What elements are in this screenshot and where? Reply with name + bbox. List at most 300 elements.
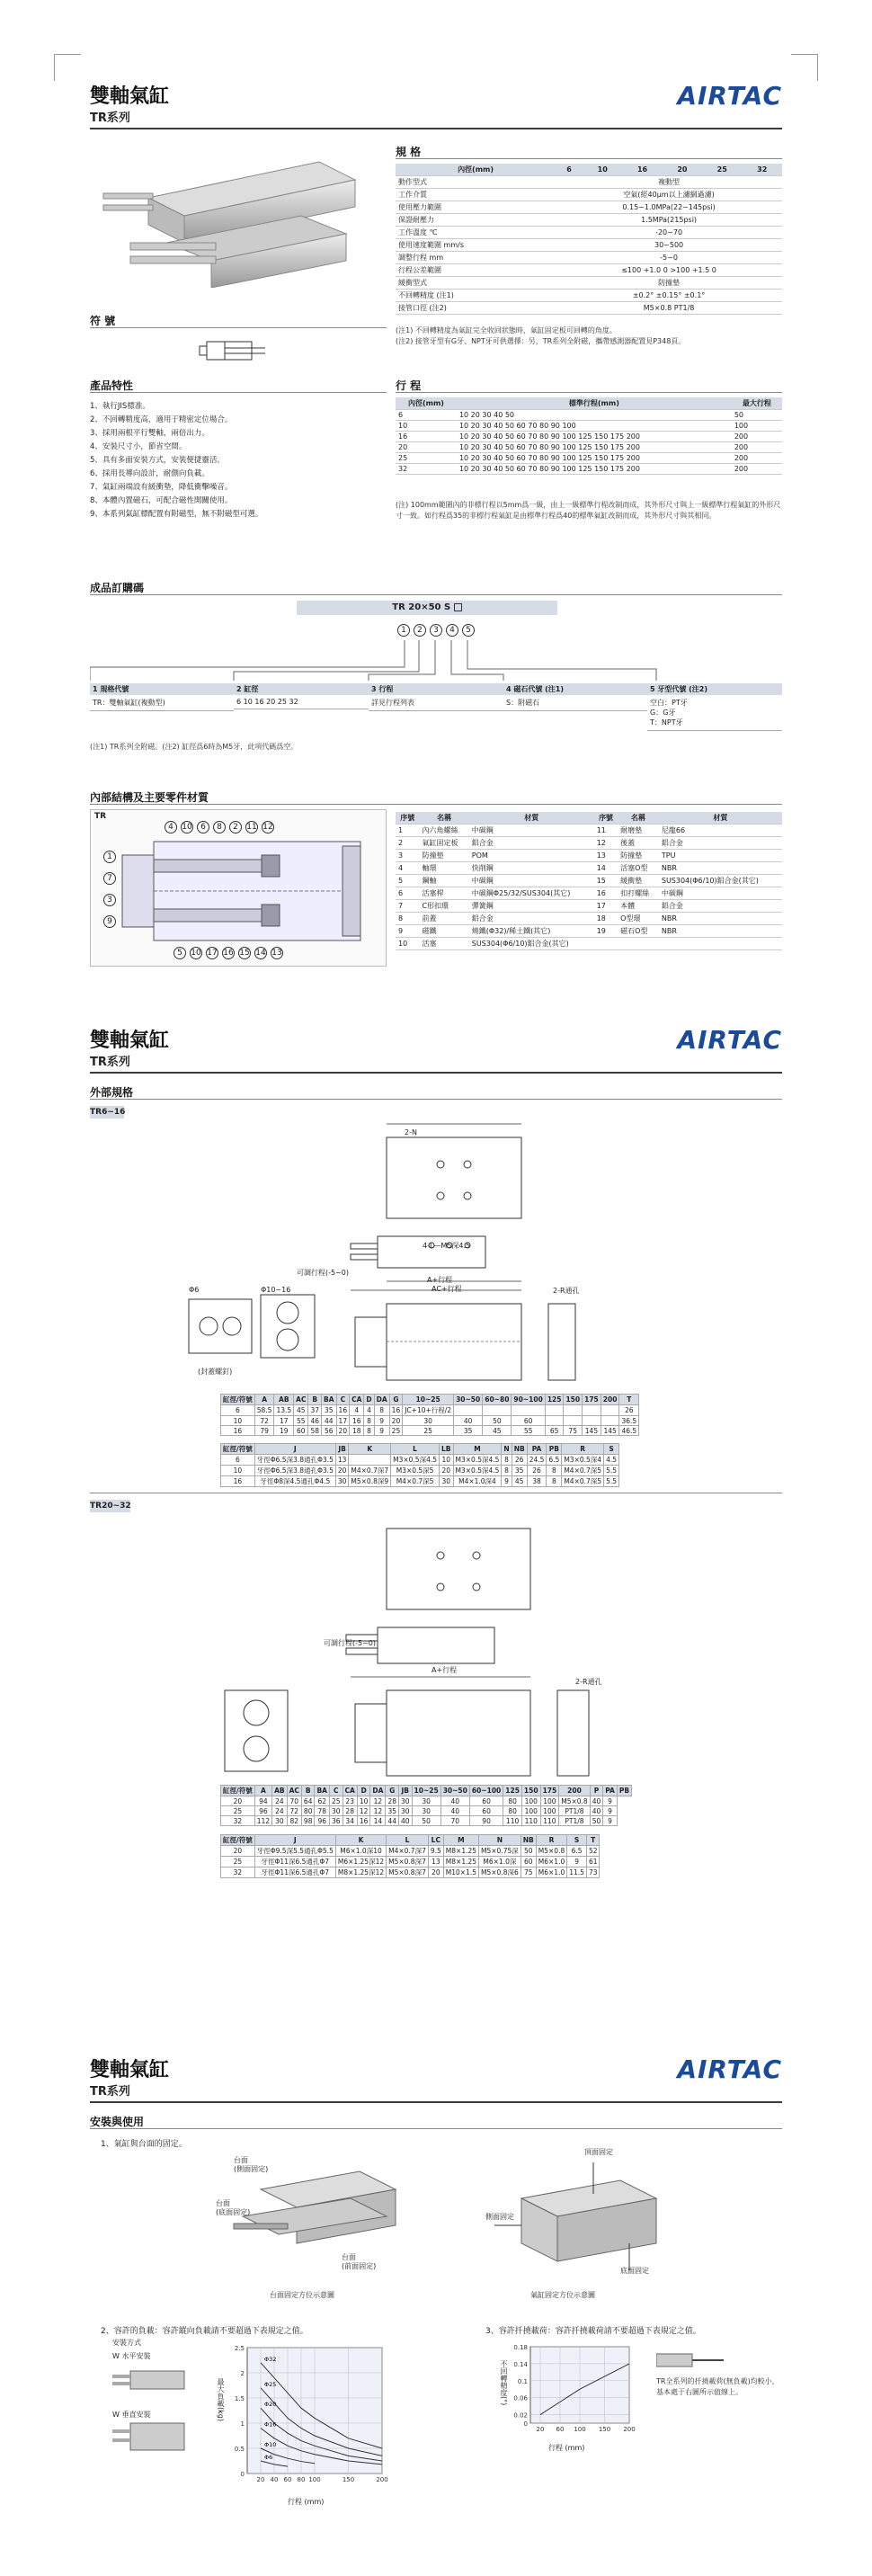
y-tick-label: 1.5 — [234, 2395, 245, 2402]
dim-header-cell: 175 — [583, 1395, 601, 1405]
parts-header-cell: 名稱 — [618, 812, 659, 824]
parts-cell: 防撞墊 — [419, 850, 468, 862]
parts-cell: 磁石O型 — [618, 925, 659, 938]
parts-cell: 內六角螺絲 — [419, 824, 468, 837]
tr6-16-dim-table-b — [220, 1443, 619, 1487]
dim-cell: 37 — [308, 1405, 322, 1416]
dim-cell: 17 — [274, 1416, 294, 1426]
dim-cell: 24 — [272, 1806, 288, 1816]
parts-cell: SUS304(Φ6/10)鋁合金(其它) — [659, 875, 782, 887]
page-header — [90, 2055, 782, 2108]
y-tick-label: 0.14 — [513, 2360, 528, 2368]
dim-cell: 30 — [330, 1806, 343, 1816]
dim-cell: 4 — [350, 1405, 364, 1416]
tr20-32-label: TR20~32 — [90, 1502, 131, 1511]
dim-label-stroke-adj: 可調行程(-5~0) — [297, 1269, 350, 1277]
dim-header-cell: CA — [350, 1395, 364, 1405]
callout: 8 — [213, 821, 226, 833]
dim-header-cell: AC — [287, 1786, 301, 1796]
dim-cell — [545, 1405, 564, 1416]
dim-header-cell: 缸徑/符號 — [221, 1395, 255, 1405]
dim-cell: 64 — [301, 1796, 315, 1806]
stroke-cell: 32 — [396, 464, 457, 475]
spec-cell: 工作溫度 ℃ — [396, 227, 556, 239]
ext-spec-title: 外部規格 — [90, 1086, 134, 1099]
dim-header-cell: 200 — [559, 1786, 590, 1796]
fig2-label: 側面固定 — [485, 2213, 514, 2221]
parts-cell: 19 — [594, 925, 618, 938]
order-column-head: 4 磁石代號 (注1) — [503, 683, 647, 695]
feature-item: 3、採用兩根平行雙軸，兩倍出力。 — [90, 429, 209, 438]
x-tick-label: 60 — [283, 2476, 292, 2483]
dim-cell: 38 — [527, 1476, 547, 1487]
fig1-label: 台面 — [234, 2156, 248, 2164]
parts-cell: 9 — [396, 925, 419, 938]
parts-cell: C形扣環 — [419, 900, 468, 913]
fig2-caption: 氣缸固定方位示意圖 — [530, 2291, 595, 2299]
x-tick-label: 100 — [308, 2476, 321, 2483]
parts-cell: 後蓋 — [618, 837, 659, 850]
chart1-xlabel: 行程 (mm) — [288, 2498, 325, 2506]
dim-cell: 牙徑Φ11深6.5通孔Φ7 — [254, 1867, 335, 1878]
dim-cell: 20 — [336, 1426, 350, 1436]
callout: 12 — [262, 823, 273, 832]
table-row — [221, 1857, 600, 1867]
order-column-value: TR：雙軸氣缸(複動型) — [90, 695, 234, 711]
order-leader-lines — [90, 640, 782, 685]
dim-cell: 19 — [274, 1426, 294, 1436]
parts-cell: 17 — [594, 900, 618, 913]
install-horizontal: W 水平安裝 — [112, 2352, 151, 2360]
table-row — [221, 1426, 639, 1436]
order-column-head: 1 規格代號 — [90, 683, 234, 695]
divider — [396, 392, 782, 393]
spec-notes — [396, 325, 782, 347]
parts-cell: 18 — [594, 913, 618, 925]
table-row — [396, 189, 782, 201]
stroke-table — [396, 397, 782, 475]
dim-cell: 55 — [512, 1426, 545, 1436]
dim-cell: 70 — [287, 1796, 301, 1806]
dim-cell: M8×1.25 — [443, 1857, 478, 1867]
callout: 7 — [103, 872, 116, 885]
parts-cell — [659, 938, 782, 950]
y-tick-label: 0.5 — [234, 2446, 245, 2453]
dim-cell: 5.5 — [604, 1476, 619, 1487]
stroke-cell: 6 — [396, 410, 457, 421]
parts-cell — [618, 938, 659, 950]
x-tick-label: 200 — [376, 2476, 388, 2483]
install-vertical: W 垂直安裝 — [112, 2411, 151, 2419]
dim-header-cell: L — [391, 1444, 440, 1455]
dim-cell — [512, 1405, 545, 1416]
callout: 1 — [103, 851, 116, 863]
series-label: Φ10 — [264, 2441, 277, 2448]
dim-header-cell: G — [386, 1786, 399, 1796]
order-code-bar — [297, 601, 557, 615]
dim-cell: 8 — [364, 1416, 374, 1426]
order-column — [503, 683, 647, 711]
order-column — [90, 683, 234, 711]
x-tick-label: 40 — [270, 2476, 279, 2483]
section-drawing — [91, 810, 387, 967]
dim-cell: 牙徑Φ6.5深3.8通孔Φ3.5 — [254, 1455, 335, 1466]
dim-cell: M3×0.5深4 — [562, 1455, 604, 1466]
feature-item: 9、本系列氣缸標配置有附磁型，無不附磁型可選。 — [90, 510, 263, 519]
fig1-label: (前面固定) — [342, 2262, 377, 2270]
parts-cell: 磁鐵 — [419, 925, 468, 938]
dim-cell: 24 — [272, 1796, 288, 1806]
dim-header-cell: 缸徑/符號 — [221, 1444, 255, 1455]
parts-cell: 中碳鋼 — [469, 824, 594, 837]
dim-cell: M8×1.25深12 — [335, 1867, 386, 1878]
dim-cell: 20 — [428, 1867, 443, 1878]
spec-note: (注1) 不回轉精度為氣缸完全收回狀態時，氣缸固定板可回轉的角度。 — [396, 326, 617, 334]
y-tick-label: 0 — [240, 2471, 245, 2478]
dim-header-cell: T — [619, 1395, 639, 1405]
callout: 9 — [103, 915, 116, 928]
dim-cell: 44 — [386, 1816, 399, 1826]
stroke-header-cell: 內徑(mm) — [396, 397, 457, 410]
table-row — [396, 227, 782, 239]
dim-cell: M5×0.8 — [559, 1796, 590, 1806]
parts-cell: 尼龍66 — [659, 824, 782, 837]
y-tick-label: 2.5 — [234, 2345, 245, 2352]
dim-cell: 72 — [254, 1416, 274, 1426]
spec-table — [396, 164, 782, 315]
dim-cell — [545, 1416, 564, 1426]
dim-header-cell: PB — [547, 1444, 562, 1455]
dim-cell: 13 — [335, 1455, 349, 1466]
dim-cell: 26 — [512, 1455, 527, 1466]
parts-cell: 鋁合金 — [659, 837, 782, 850]
crop-mark — [54, 54, 81, 81]
table-row — [221, 1416, 639, 1426]
table-row — [221, 1867, 600, 1878]
series-label: Φ25 — [264, 2380, 277, 2388]
dim-header-cell: 150 — [564, 1395, 583, 1405]
parts-cell: 鋁合金 — [469, 913, 594, 925]
dim-cell: 70 — [440, 1816, 469, 1826]
table-row — [221, 1816, 632, 1826]
dim-header-cell: AB — [274, 1395, 294, 1405]
spec-header-cell: 25 — [702, 164, 742, 176]
spec-cell: 1.5MPa(215psi) — [556, 214, 782, 227]
header-rule — [90, 1072, 782, 1074]
dim-cell: 96 — [254, 1806, 271, 1816]
dim-header-cell: 175 — [540, 1786, 559, 1796]
table-row — [396, 938, 782, 950]
spec-title: 規 格 — [396, 146, 422, 158]
feature-item: 6、採用長導向設計，耐側向負載。 — [90, 469, 209, 478]
dim-header-cell: D — [364, 1395, 374, 1405]
spec-cell: 空氣(經40μm以上濾網過濾) — [556, 189, 782, 201]
dim-cell: JC+10+行程/2 — [403, 1405, 454, 1416]
spec-cell: 防撞墊 — [556, 277, 782, 290]
dim-header-cell: NB — [512, 1444, 527, 1455]
dim-cell: 6 — [221, 1455, 255, 1466]
dim-cell: 12 — [370, 1796, 386, 1806]
dim-cell: 6.5 — [547, 1455, 562, 1466]
dim-cell: 100 — [521, 1806, 540, 1816]
dim-header-cell: 150 — [521, 1786, 540, 1796]
parts-cell: 扣打螺絲 — [618, 887, 659, 900]
parts-cell: TPU — [659, 850, 782, 862]
dim-header-cell: 30~50 — [440, 1786, 469, 1796]
dim-cell — [454, 1405, 483, 1416]
table-row — [221, 1455, 619, 1466]
parts-cell: 13 — [594, 850, 618, 862]
fig1-caption: 台面固定方位示意圖 — [270, 2291, 334, 2299]
dim-header-cell: JB — [398, 1786, 412, 1796]
dim-cell: 30 — [398, 1806, 412, 1816]
order-column — [234, 683, 369, 709]
dim-cell: M4×0.7深5 — [391, 1476, 440, 1487]
dim-cell: 30 — [272, 1816, 288, 1826]
code-number: 5 — [462, 624, 475, 637]
dim-cell: 25 — [389, 1426, 403, 1436]
dim-header-cell: M — [443, 1835, 478, 1846]
divider — [90, 2128, 782, 2129]
deflection-chart — [503, 2342, 638, 2441]
order-title: 成品訂購碼 — [90, 582, 145, 594]
stroke-cell: 10 20 30 40 50 60 70 80 90 100 125 150 175 200 — [457, 464, 732, 475]
dim-header-cell: D — [357, 1786, 370, 1796]
dim-cell: 80 — [301, 1806, 315, 1816]
dim-cell: 46 — [308, 1416, 322, 1426]
table-row — [396, 302, 782, 315]
dim-header-cell: A — [254, 1395, 274, 1405]
dim-cell: M6×1.0深10 — [335, 1846, 386, 1857]
dim-cell: 11.5 — [567, 1867, 587, 1878]
dim-cell: M3×0.5深4.5 — [391, 1455, 440, 1466]
dim-cell: 20 — [335, 1466, 349, 1476]
stroke-header-cell: 標準行程(mm) — [457, 397, 732, 410]
dim-cell: 58.5 — [254, 1405, 274, 1416]
order-column-value: S：附磁石 — [503, 695, 647, 711]
dim-cell: 32 — [221, 1867, 255, 1878]
feature-item: 1、執行JIS標准。 — [90, 402, 150, 411]
pneumatic-symbol — [198, 337, 270, 364]
x-tick-label: 60 — [556, 2426, 565, 2433]
dim-header-cell: 60~80 — [483, 1395, 512, 1405]
table-row — [396, 837, 782, 850]
table-row — [396, 862, 782, 875]
dim-cell: M3×0.5深4.5 — [453, 1466, 502, 1476]
dim-cell: 35 — [454, 1426, 483, 1436]
code-number: 1 — [397, 624, 410, 637]
parts-header-cell: 材質 — [659, 812, 782, 824]
dim-cell: 20 — [221, 1796, 255, 1806]
callout: 16 — [223, 949, 234, 958]
dim-cell: 8 — [374, 1405, 389, 1416]
dim-cell: 65 — [545, 1426, 564, 1436]
dim-header-cell: PA — [527, 1444, 547, 1455]
dim-cell: 35 — [512, 1466, 527, 1476]
dim-cell: 75 — [564, 1426, 583, 1436]
parts-cell: 鋼軸 — [419, 875, 468, 887]
dim-cell: 45 — [294, 1405, 308, 1416]
series-label: TR系列 — [90, 111, 130, 125]
header-rule — [90, 128, 782, 129]
stroke-cell: 10 — [396, 421, 457, 432]
y-tick-label: 2 — [240, 2370, 245, 2377]
parts-title: 內部結構及主要零件材質 — [90, 791, 209, 804]
usage-item-1: 1、氣缸與台面的固定。 — [101, 2140, 187, 2149]
page-header — [90, 1025, 782, 1079]
parts-cell: POM — [469, 850, 594, 862]
dim-cell: 10 — [221, 1416, 255, 1426]
dim-cell — [564, 1416, 583, 1426]
dim-header-cell: A — [254, 1786, 271, 1796]
table-row — [396, 442, 782, 453]
dim-cell — [483, 1405, 512, 1416]
table-row — [396, 432, 782, 442]
parts-cell: 活塞 — [419, 938, 468, 950]
dim-cell: 110 — [503, 1816, 522, 1826]
dim-header-cell: 缸徑/符號 — [221, 1786, 255, 1796]
table-row — [396, 875, 782, 887]
dim-label-port: 4-L—M5深4.5 — [423, 1242, 471, 1250]
dim-cell — [583, 1416, 601, 1426]
dim-cell: 75 — [521, 1867, 536, 1878]
dim-cell: 35 — [386, 1806, 399, 1816]
dim-cell: 40 — [398, 1816, 412, 1826]
callout: 5 — [174, 947, 186, 959]
dim-cell: 16 — [221, 1426, 255, 1436]
usage-item-3: 3、容許扦撓載荷：容許扦撓載荷請不要超過下表規定之值。 — [485, 2327, 701, 2336]
feature-item: 2、不回轉精度高，適用于精密定位場合。 — [90, 415, 233, 424]
dim-label-ac-stroke: AC+行程 — [432, 1285, 462, 1293]
callout: 11 — [246, 823, 257, 832]
feature-item: 4、安裝尺寸小，節省空間。 — [90, 442, 187, 451]
stroke-cell: 10 20 30 40 50 60 70 80 90 100 125 150 175 200 — [457, 432, 732, 442]
order-code: TR 20×50 S — [392, 602, 451, 612]
y-tick-label: 0.18 — [513, 2344, 528, 2351]
callout: 17 — [207, 949, 218, 958]
page-2 — [0, 1025, 872, 2032]
dim-cell: 9 — [603, 1796, 618, 1806]
parts-table — [396, 812, 782, 950]
spec-cell: 使用壓力範圍 — [396, 201, 556, 214]
stroke-cell: 50 — [732, 410, 782, 421]
dim-label-n: 2-N — [405, 1128, 417, 1136]
dim-header-cell: PA — [603, 1786, 618, 1796]
spec-cell: ≤100 +1.0 0 >100 +1.5 0 — [556, 264, 782, 277]
table-row — [221, 1806, 632, 1816]
install-title: 安裝方式 — [112, 2339, 141, 2347]
dim-cell: 100 — [521, 1796, 540, 1806]
stroke-cell: 25 — [396, 453, 457, 464]
table-row — [396, 900, 782, 913]
tr20-32-dim-table-b — [220, 1834, 600, 1878]
dim-cell: 28 — [343, 1806, 357, 1816]
dim-cell — [564, 1405, 583, 1416]
dim-cell: M6×1.0 — [536, 1867, 566, 1878]
parts-cell: 鋁合金 — [659, 900, 782, 913]
dim-cell: M4×0.7深5 — [562, 1466, 604, 1476]
parts-cell: 中碳鋼 — [659, 887, 782, 900]
dim-cell: 45 — [512, 1476, 527, 1487]
parts-cell: 1 — [396, 824, 419, 837]
dim-header-cell: AB — [272, 1786, 288, 1796]
order-column-value: 6 10 16 20 25 32 — [234, 695, 369, 709]
dim-cell: 100 — [540, 1806, 559, 1816]
dim-cell: 30 — [403, 1416, 454, 1426]
dim-cell: 23 — [343, 1796, 357, 1806]
dim-cell: 36 — [330, 1816, 343, 1826]
dim-cell: 40 — [440, 1806, 469, 1816]
spec-cell: 行程公差範圍 — [396, 264, 556, 277]
chart2-xlabel: 行程 (mm) — [548, 2444, 585, 2452]
dim-cell: PT1/8 — [559, 1806, 590, 1816]
dim-cell: 60 — [512, 1416, 545, 1426]
dim-cell: M5×0.8深7 — [387, 1857, 429, 1867]
dim-cell: 30 — [440, 1476, 454, 1487]
parts-cell: 軸環 — [419, 862, 468, 875]
dim-cell: 18 — [350, 1426, 364, 1436]
dim-cell: 80 — [503, 1806, 522, 1816]
parts-cell: 快削鋼 — [469, 862, 594, 875]
spec-cell: 動作型式 — [396, 176, 556, 189]
dim-cell: 6 — [221, 1405, 255, 1416]
load-chart — [216, 2340, 396, 2493]
dim-cell: 58 — [308, 1426, 322, 1436]
dim-cell: 牙徑Φ6.5深3.8通孔Φ3.5 — [254, 1466, 335, 1476]
parts-cell: NBR — [659, 913, 782, 925]
dim-cell: M5×0.8深6 — [479, 1867, 521, 1878]
dim-cell: 8 — [547, 1466, 562, 1476]
series-label: TR系列 — [90, 1056, 130, 1069]
dim-cell: M3×0.5深4.5 — [453, 1455, 502, 1466]
dim-cell — [601, 1405, 619, 1416]
fig1-label: 台面 — [216, 2199, 230, 2207]
table-row — [396, 252, 782, 264]
table-row — [396, 290, 782, 302]
stroke-cell: 20 — [396, 442, 457, 453]
spec-cell: ±0.2° ±0.15° ±0.1° — [556, 290, 782, 302]
dim-cell: 35 — [322, 1405, 337, 1416]
stroke-cell: 16 — [396, 432, 457, 442]
symbol-title: 符 號 — [90, 315, 116, 327]
stroke-cell: 10 20 30 40 50 — [457, 410, 732, 421]
dim-header-cell: 125 — [545, 1395, 564, 1405]
parts-cell: NBR — [659, 862, 782, 875]
x-tick-label: 20 — [256, 2476, 265, 2483]
table-row — [396, 277, 782, 290]
dim-header-cell: BA — [315, 1786, 330, 1796]
crop-mark — [791, 54, 818, 81]
spec-cell: M5×0.8 PT1/8 — [556, 302, 782, 315]
dim-cell: 110 — [521, 1816, 540, 1826]
parts-cell: 5 — [396, 875, 419, 887]
dim-cell: 25 — [403, 1426, 454, 1436]
order-column-head: 5 牙型代號 (注2) — [647, 683, 782, 695]
dim-header-cell: 200 — [601, 1395, 619, 1405]
dim-cell: 20 — [221, 1846, 255, 1857]
y-tick-label: 0.02 — [513, 2411, 528, 2420]
brand-logo: AIRTAC — [677, 81, 782, 111]
dim-cell: 4 — [364, 1405, 374, 1416]
dim-cell: 32 — [221, 1816, 255, 1826]
y-tick-label: 0.06 — [513, 2394, 528, 2402]
dim-header-cell: 90~100 — [512, 1395, 545, 1405]
dim-cell: M5×0.8深7 — [387, 1867, 429, 1878]
dim-cell: 50 — [521, 1846, 536, 1857]
callout: 2 — [229, 821, 242, 833]
table-row — [221, 1405, 639, 1416]
table-row — [221, 1796, 632, 1806]
